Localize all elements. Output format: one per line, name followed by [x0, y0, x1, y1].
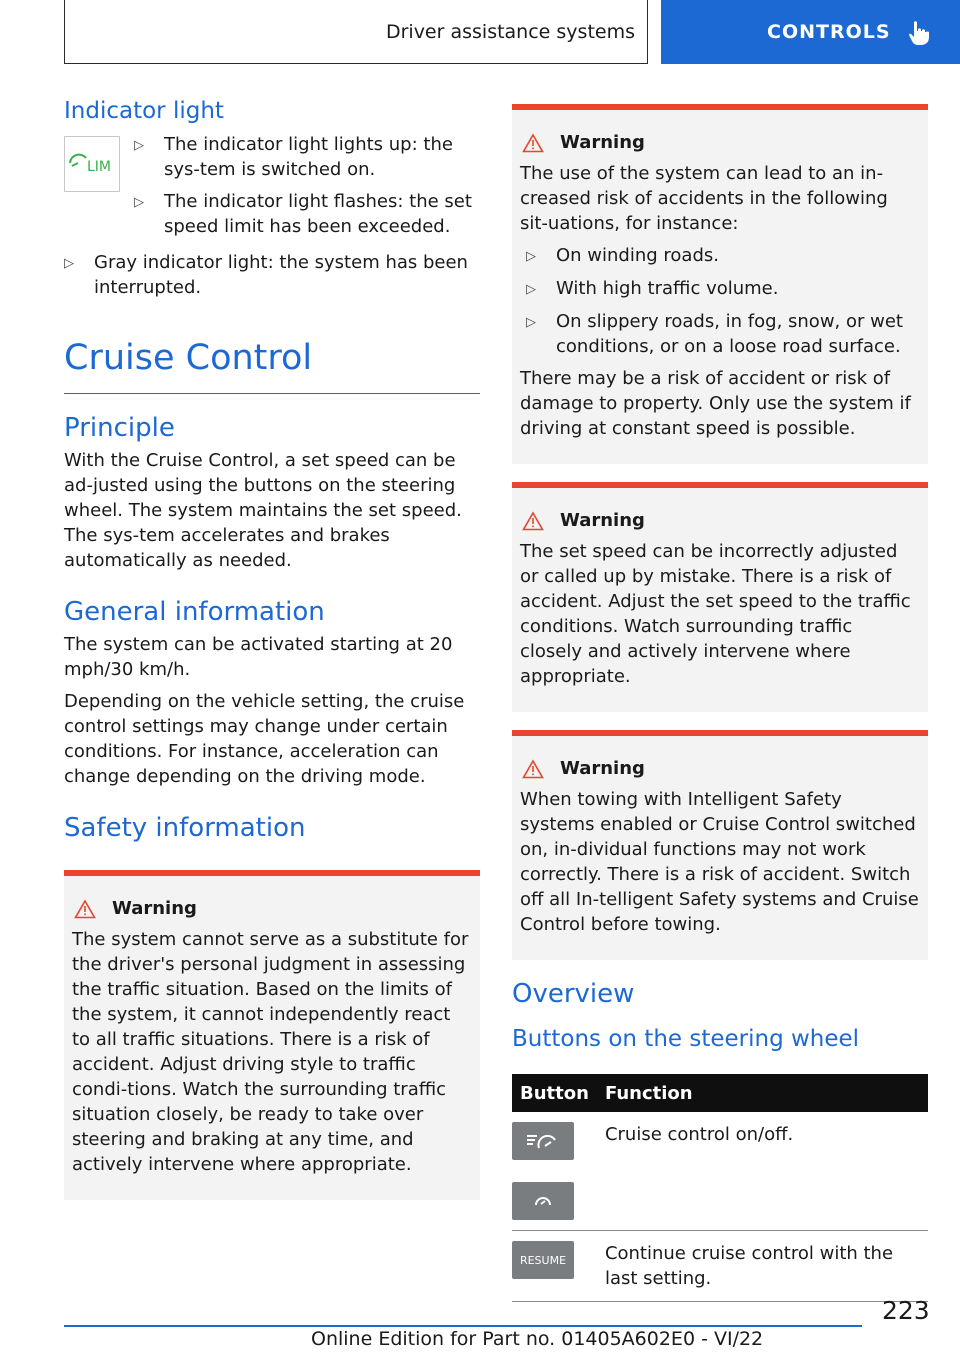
- table-row: [512, 1112, 928, 1231]
- indicator-heading: Indicator light: [64, 98, 224, 124]
- warning-title: Warning: [560, 758, 645, 779]
- list-item: ▷ The indicator light flashes: the set speed limit has been exceeded.: [134, 191, 472, 237]
- list-item: ▷ The indicator light lights up: the sys-tem is switched on.: [134, 134, 453, 180]
- warning-box: [64, 870, 480, 1200]
- column-header: Function: [597, 1074, 928, 1112]
- function-cell: Cruise control on/off.: [597, 1112, 928, 1231]
- cruise-toggle-icon: [512, 1122, 574, 1160]
- general-heading: General information: [64, 597, 325, 627]
- section-title: Driver assistance systems: [385, 20, 635, 43]
- buttons-subheading: Buttons on the steering wheel: [512, 1026, 860, 1052]
- safety-heading: Safety information: [64, 813, 306, 843]
- warning-triangle-icon: [522, 511, 544, 531]
- warning-text: The set speed can be incorrectly adjusted or called up by mistake. There is a risk of accident. Adjust the set speed to the traffic conditions. Watch surrounding traffic closely and actively intervene where appropriate.: [520, 541, 911, 687]
- footer-divider: [64, 1325, 862, 1327]
- warning-triangle-icon: [522, 133, 544, 153]
- list-item: ▷ On winding roads.: [526, 245, 719, 266]
- overview-heading: Overview: [512, 979, 635, 1009]
- right-column: [512, 104, 928, 1302]
- warning-triangle-icon: [74, 899, 96, 919]
- warning-title: Warning: [560, 510, 645, 531]
- speed-limiter-icon: [64, 136, 120, 192]
- warning-box: [512, 730, 928, 960]
- svg-text:LIM: LIM: [87, 159, 112, 175]
- warning-title: Warning: [560, 132, 645, 153]
- function-cell: Continue cruise control with the last setting.: [597, 1231, 928, 1302]
- list-item: ▷ With high traffic volume.: [526, 278, 779, 299]
- warning-text: When towing with Intelligent Safety systems enabled or Cruise Control switched on, in-dividual functions may not work correctly. There is a risk of accident. Switch off all In-telligent Safety systems and Cruise Control before towing.: [520, 789, 919, 935]
- warning-intro: The use of the system can lead to an in-creased risk of accidents in the following sit-uations, for instance:: [520, 163, 888, 234]
- general-text-2: Depending on the vehicle setting, the cruise control settings may change under certain conditions. For instance, acceleration can change depending on the driving mode.: [64, 691, 465, 787]
- warning-box: [512, 482, 928, 712]
- page-number: 223: [882, 1296, 930, 1325]
- general-text-1: The system can be activated starting at 20 mph/30 km/h.: [64, 634, 453, 680]
- principle-text: With the Cruise Control, a set speed can be ad-justed using the buttons on the steering wheel. The system maintains the set speed. The sys-tem accelerates and brakes automatically as needed.: [64, 450, 462, 571]
- resume-button-image: RESUME: [512, 1241, 574, 1279]
- buttons-table: [512, 1074, 928, 1302]
- principle-heading: Principle: [64, 413, 175, 443]
- table-row: [512, 1231, 928, 1302]
- warning-text: The system cannot serve as a substitute for the driver's personal judgment in assessing the traffic situation. Based on the limits of the system, it cannot independently react to all traffic situations. There is a risk of accident. Adjust driving style to traffic condi-tions. Watch the surrounding traffic situation closely, be ready to take over steering and braking at any time, and actively intervene where appropriate.: [72, 929, 469, 1175]
- warning-box: [512, 104, 928, 464]
- chapter-title: CONTROLS: [767, 21, 891, 43]
- running-header: [64, 0, 648, 64]
- footer-edition: Online Edition for Part no. 01405A602E0 - VI/22: [311, 1328, 764, 1350]
- left-column: [64, 96, 480, 1200]
- warning-title: Warning: [112, 898, 197, 919]
- cruise-small-icon: [512, 1182, 574, 1220]
- hand-pointer-icon: [905, 19, 931, 45]
- chapter-heading: Cruise Control: [64, 337, 480, 394]
- column-header: Button: [512, 1074, 597, 1112]
- indicator-block: [64, 132, 480, 246]
- warning-triangle-icon: [522, 759, 544, 779]
- list-item: ▷ Gray indicator light: the system has been interrupted.: [64, 252, 468, 298]
- chapter-tab: [661, 0, 960, 64]
- list-item: ▷ On slippery roads, in fog, snow, or wet conditions, or on a loose road surface.: [526, 311, 903, 357]
- warning-outro: There may be a risk of accident or risk of damage to property. Only use the system if driving at constant speed is possible.: [520, 368, 911, 439]
